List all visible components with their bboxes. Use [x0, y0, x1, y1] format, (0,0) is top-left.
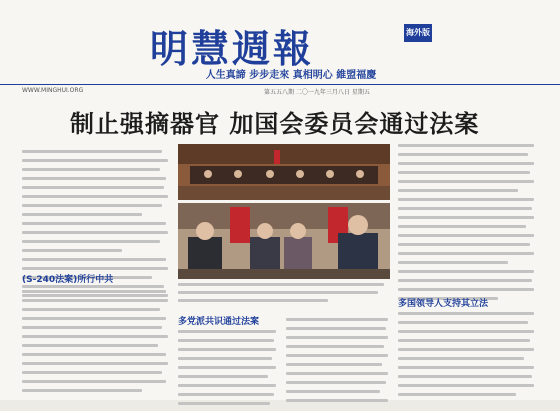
photo-caption: [178, 283, 390, 307]
middle-column-text: [178, 330, 278, 411]
article-headline: 制止强摘器官 加国会委员会通过法案: [70, 110, 480, 138]
edition-badge: 海外版: [404, 24, 432, 42]
subhead-middle: 多党派共识通过法案: [178, 317, 260, 327]
subhead-left: (S-240法案)所行中共: [22, 275, 114, 285]
speaker-photo: [178, 203, 390, 279]
left-column-text-2: [22, 290, 172, 398]
masthead-slogan: 人生真諦 步步走來 真相明心 維盟福慶: [205, 70, 377, 81]
subhead-right: 多国领导人支持其立法: [398, 299, 489, 309]
right-column-text-2: [398, 312, 538, 402]
right-column-text: [398, 144, 538, 306]
issue-info-bar: [0, 84, 560, 95]
newspaper-logo: 明慧週報: [150, 26, 315, 71]
committee-room-photo: [178, 144, 390, 200]
middle-column-text-2: [286, 318, 390, 408]
website: WWW.MINGHUI.ORG: [22, 87, 84, 94]
masthead: [0, 0, 560, 96]
issue-date: 第五五八期 二〇一九年三月八日 星期五: [264, 89, 370, 96]
